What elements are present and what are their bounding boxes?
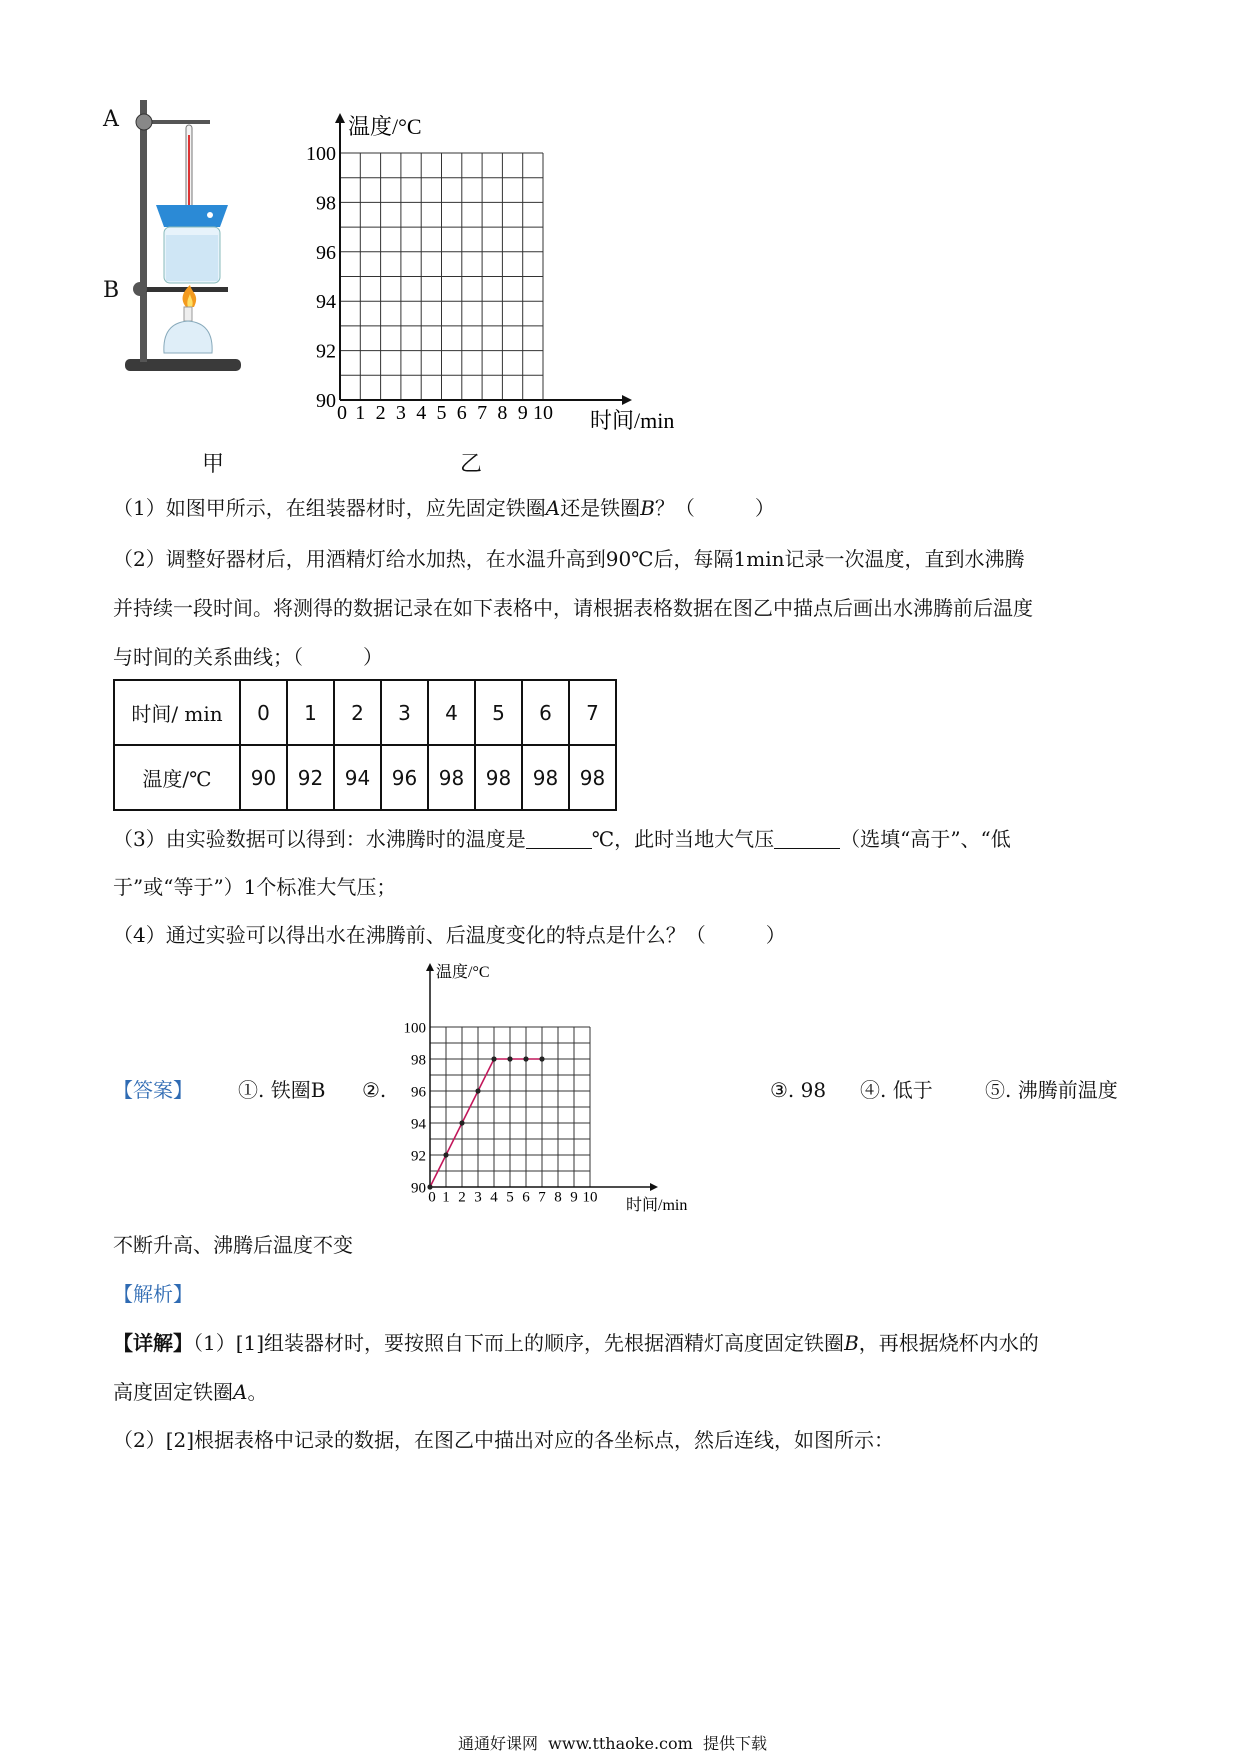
y-tick-label: 96	[316, 241, 336, 264]
data-point	[475, 1088, 480, 1093]
answer-chart	[390, 960, 720, 1220]
answer-5: ⑤. 沸腾前温度	[985, 1078, 1118, 1102]
x-tick-label: 0	[337, 402, 347, 424]
table-cell: 90	[240, 745, 287, 810]
y-tick-label: 94	[411, 1116, 426, 1133]
answer-tag: 【答案】	[113, 1078, 193, 1102]
x-tick-label: 9	[517, 402, 528, 424]
x-tick-label: 9	[570, 1189, 578, 1206]
x-tick-label: 10	[582, 1189, 598, 1206]
table-cell: 4	[428, 680, 475, 745]
y-tick-label: 92	[316, 340, 336, 363]
table-row	[114, 680, 616, 745]
x-tick-label: 2	[375, 402, 386, 424]
data-table	[113, 679, 617, 811]
answer-1: ①. 铁圈B	[238, 1078, 326, 1102]
table-cell: 98	[475, 745, 522, 810]
label-a: A	[103, 107, 119, 132]
x-tick-label: 7	[538, 1189, 546, 1206]
table-cell: 92	[287, 745, 334, 810]
x-tick-label: 2	[458, 1189, 466, 1206]
y-tick-label: 100	[403, 1020, 426, 1037]
x-tick-label: 6	[522, 1189, 530, 1206]
table-cell: 1	[287, 680, 334, 745]
x-axis-arrow	[650, 1183, 658, 1191]
table-cell: 5	[475, 680, 522, 745]
question-2-line-3: 与时间的关系曲线；（ ）	[113, 645, 383, 669]
x-tick-label: 7	[477, 402, 488, 424]
question-1: （1）如图甲所示，在组装器材时，应先固定铁圈A还是铁圈B？（ ）	[113, 496, 775, 520]
x-tick-label: 8	[497, 402, 508, 424]
data-point	[491, 1056, 496, 1061]
table-cell: 94	[334, 745, 381, 810]
x-tick-label: 4	[416, 402, 427, 424]
table-cell: 98	[569, 745, 616, 810]
answer-y-label: 温度/°C	[436, 964, 490, 981]
answer-2: ②.	[362, 1078, 387, 1102]
answer-4: ④. 低于	[860, 1078, 933, 1102]
page-footer: 通通好课网 www.tthaoke.com 提供下载	[458, 1734, 767, 1753]
y-tick-label: 90	[411, 1180, 426, 1197]
table-cell: 98	[522, 745, 569, 810]
answer-blank	[526, 830, 592, 849]
y-tick-label: 96	[411, 1084, 426, 1101]
caption-yi: 乙	[460, 452, 483, 477]
label-b: B	[103, 278, 120, 303]
table-cell: 2	[334, 680, 381, 745]
x-tick-label: 1	[442, 1189, 450, 1206]
detail-tag: 【详解】	[113, 1331, 193, 1355]
table-cell: 96	[381, 745, 428, 810]
table-header-temp: 温度/℃	[114, 745, 240, 810]
y-axis-arrow	[335, 113, 345, 123]
grid-lines	[430, 1027, 590, 1187]
data-point	[443, 1152, 448, 1157]
x-tick-label: 10	[533, 402, 553, 424]
question-3-line-2: 于”或“等于”）1个标准大气压；	[113, 875, 397, 899]
x-tick-label: 3	[395, 402, 406, 424]
analysis-paragraph-1: 【详解】（1）[1]组装器材时，要按照自下而上的顺序，先根据酒精灯高度固定铁圈B，再根据烧杯内水的	[113, 1331, 1039, 1355]
table-cell: 3	[381, 680, 428, 745]
analysis-paragraph-1-line-2: 高度固定铁圈A。	[113, 1380, 268, 1404]
grid-lines	[340, 153, 543, 400]
data-point	[523, 1056, 528, 1061]
x-tick-label: 3	[474, 1189, 482, 1206]
y-tick-label: 90	[316, 390, 336, 412]
data-point	[507, 1056, 512, 1061]
data-point	[459, 1120, 464, 1125]
x-tick-label: 8	[554, 1189, 562, 1206]
y-tick-label: 92	[411, 1148, 426, 1165]
answer-x-label: 时间/min	[626, 1197, 688, 1214]
y-tick-label: 100	[306, 143, 336, 165]
yi-x-label: 时间/min	[590, 408, 675, 433]
y-axis-arrow	[426, 963, 434, 971]
table-row	[114, 745, 616, 810]
figure-yi-grid	[290, 110, 690, 440]
y-tick-label: 98	[411, 1052, 426, 1069]
question-2-line-2: 并持续一段时间。将测得的数据记录在如下表格中，请根据表格数据在图乙中描点后画出水沸腾前后温度	[113, 596, 1033, 620]
question-2-line-1: （2）调整好器材后，用酒精灯给水加热，在水温升高到90℃后，每隔1min记录一次温度，直到水沸腾	[113, 547, 1025, 571]
x-tick-label: 5	[436, 402, 447, 424]
table-cell: 98	[428, 745, 475, 810]
table-cell: 6	[522, 680, 569, 745]
data-point	[539, 1056, 544, 1061]
y-tick-label: 98	[316, 192, 336, 215]
question-4: （4）通过实验可以得出水在沸腾前、后温度变化的特点是什么？（ ）	[113, 923, 786, 947]
figure-jia	[100, 95, 280, 425]
table-cell: 7	[569, 680, 616, 745]
x-axis-arrow	[622, 395, 632, 405]
table-header-time: 时间/ min	[114, 680, 240, 745]
table-cell: 0	[240, 680, 287, 745]
analysis-tag: 【解析】	[113, 1282, 193, 1306]
answer-blank	[774, 830, 840, 849]
answer-3: ③. 98	[770, 1078, 827, 1102]
apparatus-illustration	[100, 95, 280, 425]
x-tick-label: 5	[506, 1189, 514, 1206]
data-point	[427, 1184, 432, 1189]
yi-y-label: 温度/°C	[348, 114, 422, 139]
x-tick-label: 0	[428, 1189, 436, 1206]
question-3-line-1: （3）由实验数据可以得到：水沸腾时的温度是 ℃，此时当地大气压 （选填“高于”、“低	[113, 827, 1011, 851]
answer-5-continued: 不断升高、沸腾后温度不变	[113, 1233, 353, 1257]
x-tick-label: 1	[355, 402, 366, 424]
x-tick-label: 6	[456, 402, 467, 424]
caption-jia: 甲	[202, 452, 225, 477]
x-tick-label: 4	[490, 1189, 498, 1206]
analysis-paragraph-2: （2）[2]根据表格中记录的数据，在图乙中描出对应的各坐标点，然后连线，如图所示：	[113, 1428, 895, 1452]
y-tick-label: 94	[316, 291, 336, 314]
